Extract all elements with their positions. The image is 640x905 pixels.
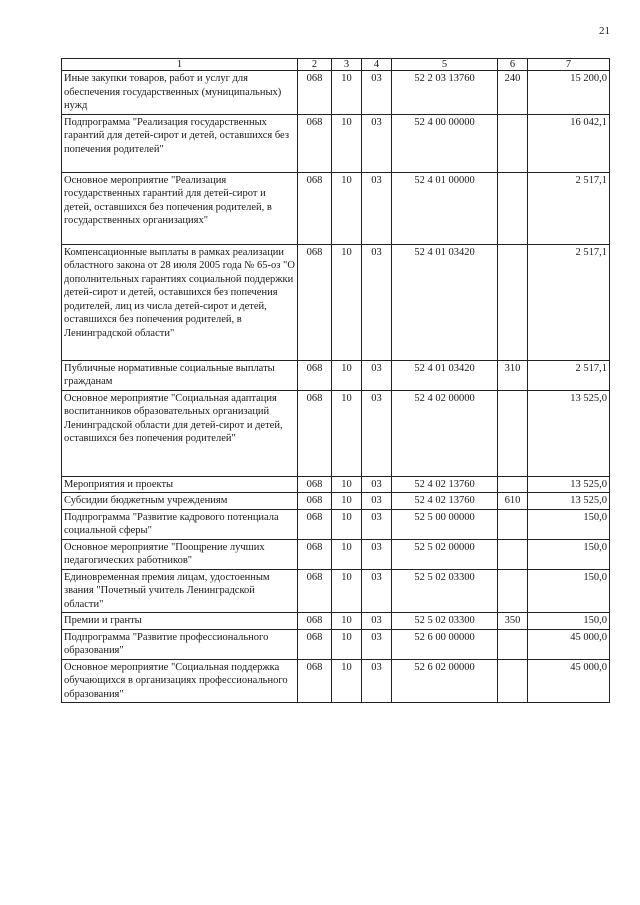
row-expense-type bbox=[498, 659, 528, 703]
row-section-code: 10 bbox=[332, 244, 362, 360]
row-target-code: 52 4 02 13760 bbox=[392, 476, 498, 493]
header-col-5: 5 bbox=[392, 59, 498, 71]
row-amount: 16 042,1 bbox=[528, 114, 610, 172]
row-target-code: 52 4 00 00000 bbox=[392, 114, 498, 172]
row-amount: 150,0 bbox=[528, 509, 610, 539]
row-name: Основное мероприятие "Реализация государственных гарантий для детей-сирот и детей, оставшихся без попечения родителей, в государственных организациях" bbox=[62, 172, 298, 244]
table-row bbox=[62, 569, 610, 613]
row-amount: 2 517,1 bbox=[528, 172, 610, 244]
table-row bbox=[62, 244, 610, 360]
row-amount: 13 525,0 bbox=[528, 476, 610, 493]
table-row bbox=[62, 360, 610, 390]
row-name: Основное мероприятие "Социальная поддержка обучающихся в организациях профессионального образования" bbox=[62, 659, 298, 703]
row-ministry-code: 068 bbox=[298, 244, 332, 360]
row-section-code: 10 bbox=[332, 509, 362, 539]
row-name: Основное мероприятие "Социальная адаптация воспитанников образовательных организаций Ленинградской области для детей-сирот и детей, оставшихся без попечения родителей" bbox=[62, 390, 298, 476]
row-ministry-code: 068 bbox=[298, 613, 332, 630]
row-subsection-code: 03 bbox=[362, 509, 392, 539]
row-amount: 13 525,0 bbox=[528, 390, 610, 476]
row-ministry-code: 068 bbox=[298, 360, 332, 390]
row-target-code: 52 5 02 03300 bbox=[392, 613, 498, 630]
row-name: Основное мероприятие "Поощрение лучших педагогических работников" bbox=[62, 539, 298, 569]
table-row bbox=[62, 172, 610, 244]
row-ministry-code: 068 bbox=[298, 569, 332, 613]
row-amount: 150,0 bbox=[528, 613, 610, 630]
row-target-code: 52 6 00 00000 bbox=[392, 629, 498, 659]
row-ministry-code: 068 bbox=[298, 659, 332, 703]
row-expense-type bbox=[498, 114, 528, 172]
table-row bbox=[62, 71, 610, 115]
row-name: Субсидии бюджетным учреждениям bbox=[62, 493, 298, 510]
row-expense-type bbox=[498, 539, 528, 569]
row-expense-type: 610 bbox=[498, 493, 528, 510]
row-target-code: 52 5 00 00000 bbox=[392, 509, 498, 539]
table-body bbox=[62, 71, 610, 703]
row-section-code: 10 bbox=[332, 172, 362, 244]
row-expense-type bbox=[498, 476, 528, 493]
row-section-code: 10 bbox=[332, 569, 362, 613]
row-expense-type bbox=[498, 629, 528, 659]
row-name: Иные закупки товаров, работ и услуг для обеспечения государственных (муниципальных) нужд bbox=[62, 71, 298, 115]
row-expense-type bbox=[498, 172, 528, 244]
row-subsection-code: 03 bbox=[362, 360, 392, 390]
header-col-3: 3 bbox=[332, 59, 362, 71]
row-subsection-code: 03 bbox=[362, 390, 392, 476]
row-name: Премии и гранты bbox=[62, 613, 298, 630]
row-amount: 2 517,1 bbox=[528, 244, 610, 360]
row-amount: 150,0 bbox=[528, 539, 610, 569]
table-row bbox=[62, 493, 610, 510]
row-ministry-code: 068 bbox=[298, 71, 332, 115]
row-section-code: 10 bbox=[332, 539, 362, 569]
row-expense-type bbox=[498, 244, 528, 360]
row-section-code: 10 bbox=[332, 629, 362, 659]
row-ministry-code: 068 bbox=[298, 493, 332, 510]
row-subsection-code: 03 bbox=[362, 71, 392, 115]
row-target-code: 52 4 01 03420 bbox=[392, 244, 498, 360]
table-row bbox=[62, 629, 610, 659]
table-row bbox=[62, 659, 610, 703]
row-amount: 15 200,0 bbox=[528, 71, 610, 115]
row-target-code: 52 4 01 00000 bbox=[392, 172, 498, 244]
header-col-4: 4 bbox=[362, 59, 392, 71]
row-name: Компенсационные выплаты в рамках реализации областного закона от 28 июля 2005 года № 65-оз "О дополнительных гарантиях социальной поддержки детей-сирот и детей, оставшихся без попечения родителей, лиц из числа детей-сирот и детей, оставшихся без попечения родителей, в Ленинградской области" bbox=[62, 244, 298, 360]
row-target-code: 52 6 02 00000 bbox=[392, 659, 498, 703]
row-ministry-code: 068 bbox=[298, 114, 332, 172]
table-row bbox=[62, 613, 610, 630]
row-expense-type bbox=[498, 390, 528, 476]
row-amount: 45 000,0 bbox=[528, 659, 610, 703]
row-subsection-code: 03 bbox=[362, 539, 392, 569]
row-amount: 13 525,0 bbox=[528, 493, 610, 510]
row-target-code: 52 4 01 03420 bbox=[392, 360, 498, 390]
row-section-code: 10 bbox=[332, 390, 362, 476]
row-subsection-code: 03 bbox=[362, 613, 392, 630]
row-target-code: 52 5 02 00000 bbox=[392, 539, 498, 569]
table-row bbox=[62, 390, 610, 476]
row-section-code: 10 bbox=[332, 613, 362, 630]
row-expense-type: 310 bbox=[498, 360, 528, 390]
row-section-code: 10 bbox=[332, 71, 362, 115]
budget-table bbox=[61, 58, 610, 703]
row-name: Подпрограмма "Развитие профессионального образования" bbox=[62, 629, 298, 659]
row-section-code: 10 bbox=[332, 493, 362, 510]
row-section-code: 10 bbox=[332, 476, 362, 493]
table-row bbox=[62, 539, 610, 569]
header-row bbox=[62, 59, 610, 71]
row-ministry-code: 068 bbox=[298, 539, 332, 569]
row-target-code: 52 5 02 03300 bbox=[392, 569, 498, 613]
row-expense-type: 240 bbox=[498, 71, 528, 115]
row-ministry-code: 068 bbox=[298, 509, 332, 539]
row-amount: 45 000,0 bbox=[528, 629, 610, 659]
row-amount: 150,0 bbox=[528, 569, 610, 613]
row-target-code: 52 4 02 00000 bbox=[392, 390, 498, 476]
header-col-1: 1 bbox=[62, 59, 298, 71]
row-subsection-code: 03 bbox=[362, 629, 392, 659]
row-ministry-code: 068 bbox=[298, 476, 332, 493]
row-name: Подпрограмма "Реализация государственных гарантий для детей-сирот и детей, оставшихся без попечения родителей" bbox=[62, 114, 298, 172]
row-subsection-code: 03 bbox=[362, 569, 392, 613]
row-expense-type: 350 bbox=[498, 613, 528, 630]
row-subsection-code: 03 bbox=[362, 476, 392, 493]
header-col-2: 2 bbox=[298, 59, 332, 71]
row-subsection-code: 03 bbox=[362, 659, 392, 703]
row-target-code: 52 4 02 13760 bbox=[392, 493, 498, 510]
row-target-code: 52 2 03 13760 bbox=[392, 71, 498, 115]
row-name: Единовременная премия лицам, удостоенным звания "Почетный учитель Ленинградской области" bbox=[62, 569, 298, 613]
table-row bbox=[62, 509, 610, 539]
row-amount: 2 517,1 bbox=[528, 360, 610, 390]
row-subsection-code: 03 bbox=[362, 493, 392, 510]
row-section-code: 10 bbox=[332, 659, 362, 703]
header-col-6: 6 bbox=[498, 59, 528, 71]
row-expense-type bbox=[498, 569, 528, 613]
row-subsection-code: 03 bbox=[362, 114, 392, 172]
page-number: 21 bbox=[599, 25, 610, 37]
row-ministry-code: 068 bbox=[298, 629, 332, 659]
table-row bbox=[62, 476, 610, 493]
row-section-code: 10 bbox=[332, 114, 362, 172]
row-section-code: 10 bbox=[332, 360, 362, 390]
row-subsection-code: 03 bbox=[362, 244, 392, 360]
row-subsection-code: 03 bbox=[362, 172, 392, 244]
header-col-7: 7 bbox=[528, 59, 610, 71]
row-name: Мероприятия и проекты bbox=[62, 476, 298, 493]
row-expense-type bbox=[498, 509, 528, 539]
row-ministry-code: 068 bbox=[298, 172, 332, 244]
row-ministry-code: 068 bbox=[298, 390, 332, 476]
row-name: Публичные нормативные социальные выплаты гражданам bbox=[62, 360, 298, 390]
table-row bbox=[62, 114, 610, 172]
row-name: Подпрограмма "Развитие кадрового потенциала социальной сферы" bbox=[62, 509, 298, 539]
